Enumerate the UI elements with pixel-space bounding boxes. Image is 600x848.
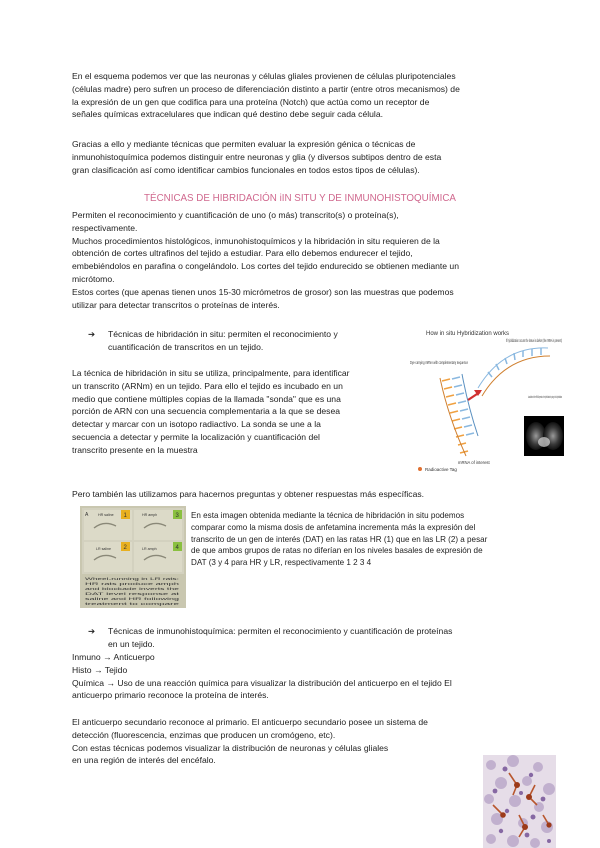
panel-label: LR saline bbox=[96, 547, 111, 551]
figure-caption-line: and blockade inverts the bbox=[85, 586, 181, 591]
text-line: En el esquema podemos ver que las neuronas y células gliales provienen de células pluripotenciales bbox=[72, 71, 456, 81]
text-line: inmunohistoquímica podemos distinguir entre neuronas y glia (y diversos subtipos dentro de esta bbox=[72, 151, 442, 162]
hybridization-figure bbox=[408, 326, 564, 474]
text-line: detectar y marcar con un isotopo radiactivo. La sonda se une a la bbox=[72, 419, 321, 430]
intro-paragraph bbox=[72, 70, 460, 121]
text-line: transcrito presente en la muestra bbox=[72, 444, 198, 455]
text-line: La técnica de hibridación in situ se utiliza, principalmente, para identificar bbox=[72, 368, 350, 378]
text-line: secuencia a detectar y permite la localización y cuantificación del bbox=[72, 431, 320, 442]
text-line: Pero también las utilizamos para hacernos preguntas y obtener respuestas más específicas. bbox=[72, 489, 425, 499]
text-line: Técnicas de hibridación in situ: permiten el reconocimiento y bbox=[108, 329, 338, 339]
text-line: embebiéndolos en parafina o congelándolo. Los cortes del tejido endurecido se obtienen mediante un bbox=[72, 261, 459, 272]
legend-label: Radioactive Tag bbox=[425, 467, 457, 472]
text-line: gran clasificación así como identificar cambios funcionales en todos estos tipos de células). bbox=[72, 164, 420, 175]
text-line: de que ambos grupos de ratas no diferían en los niveles basales de expresión de bbox=[191, 546, 483, 556]
text-line: Muchos procedimientos histológicos, inmunohistoquímicos y la hibridación in situ requieren de la bbox=[72, 235, 440, 246]
bullet-immunohistochemistry bbox=[88, 625, 548, 651]
figure-caption-line: DAT level response at bbox=[85, 591, 182, 596]
text-line: medio que contiene múltiples copias de la llamada "sonda" que es una bbox=[72, 393, 341, 404]
text-line: micrótomo. bbox=[72, 273, 115, 284]
stained-tissue-image bbox=[483, 755, 556, 848]
badge-number: 2 bbox=[123, 545, 127, 551]
panel-letter: A bbox=[85, 512, 89, 518]
figure-caption-line: Wheel-running in LR rats: bbox=[85, 576, 179, 581]
questions-paragraph bbox=[72, 488, 424, 501]
text-line: comparar como la misma dosis de anfetamina incrementa más la expresión del bbox=[191, 522, 476, 532]
text-line: Permiten el reconocimiento y cuantificación de uno (o más) transcrito(s) o proteína(s), bbox=[72, 210, 399, 220]
section-heading: TÉCNICAS DE HIBRIDACIÓN iIN SITU Y DE INMUNOHISTOQUÍMICA bbox=[144, 193, 456, 204]
text-line: Química → Uso de una reacción química para visualizar la distribución del anticuerpo en el tejido El bbox=[72, 677, 452, 688]
text-line: En esta imagen obtenida mediante la técnica de hibridación in situ podemos bbox=[191, 511, 465, 520]
text-line: cuantificación de transcritos en un tejido. bbox=[108, 341, 264, 352]
text-line: en un tejido. bbox=[108, 638, 155, 649]
badge-number: 1 bbox=[123, 513, 127, 519]
text-line: El anticuerpo secundario reconoce al primario. El anticuerpo secundario posee un sistema de bbox=[72, 717, 428, 727]
text-line: porción de ARN con una secuencia complementaria a la que se desea bbox=[72, 406, 341, 417]
mrna-label: mRNA of interest bbox=[458, 460, 490, 465]
text-line: la expresión de un gen que codifica para una proteína (Notch) que actúa como un receptor de bbox=[72, 96, 430, 107]
text-line: un transcrito (ARNm) en un tejido. Para ello el tejido es incubado en un bbox=[72, 380, 343, 391]
text-line: Técnicas de inmunohistoquímica: permiten el reconocimiento y cuantificación de proteínas bbox=[108, 626, 453, 636]
text-line: Estos cortes (que apenas tienen unos 15-30 micrómetros de grosor) son las muestras que podemos bbox=[72, 286, 454, 297]
arrow-right-icon: ➔ bbox=[88, 626, 96, 636]
in-situ-paragraph bbox=[72, 367, 350, 457]
panel-label: HR saline bbox=[98, 513, 114, 517]
text-line: obtención de cortes ultrafinos del tejido a estudiar. Para ello debemos endurecer el tejido, bbox=[72, 248, 413, 259]
badge-number: 4 bbox=[175, 545, 179, 551]
text-line: (células madre) pero sufren un proceso de diferenciación distinto a partir (entre otros mecanismos) de bbox=[72, 83, 460, 94]
figure-explanation bbox=[191, 510, 487, 569]
text-line: respectivamente. bbox=[72, 222, 138, 233]
text-line: DAT (3 y 4 para HR y LR, respectivamente 1 2 3 4 bbox=[191, 558, 372, 568]
panel-label: LR amph bbox=[142, 547, 157, 551]
text-line: Con estas técnicas podemos visualizar la distribución de neuronas y células gliales bbox=[72, 742, 389, 753]
text-line: utilizar para detectar transcritos o proteínas de interés. bbox=[72, 299, 280, 310]
text-line: Inmuno → Anticuerpo bbox=[72, 652, 155, 662]
definition-paragraph bbox=[72, 209, 459, 311]
arrow-right-icon: ➔ bbox=[88, 329, 96, 339]
hybridization-label: If hybridization occurs the tissue is darker (the mRNA is present) bbox=[506, 338, 563, 343]
text-line: anticuerpo primario reconoce la proteína de interés. bbox=[72, 690, 269, 701]
figure-caption-line: saline and HR following bbox=[85, 596, 179, 601]
localization-label: Localization of the mRNA depends on the hybridization by using in situ hybridization bbox=[528, 394, 562, 399]
figure-title: How in situ Hybridization works bbox=[426, 331, 510, 337]
figure-caption-line: treatment to compare bbox=[85, 601, 181, 606]
panel-label: HR amph bbox=[142, 513, 158, 517]
figure-caption-line: HR rats produce amph bbox=[85, 581, 179, 586]
text-line: detección (fluorescencia, enzimas que producen un cromógeno, etc). bbox=[72, 729, 336, 740]
text-line: señales químicas extracelulares que indican qué destino debe seguir cada célula. bbox=[72, 109, 384, 120]
radioactive-tag-icon bbox=[418, 467, 422, 471]
text-line: transcrito de un gen de interés (DAT) en las ratas HR (1) que en las LR (2) a pesar bbox=[191, 534, 488, 544]
text-line: Gracias a ello y mediante técnicas que permiten evaluar la expresión génica o técnicas de bbox=[72, 139, 416, 149]
techniques-paragraph bbox=[72, 138, 441, 176]
text-line: Histo → Tejido bbox=[72, 664, 128, 675]
text-line: en una región de interés del encéfalo. bbox=[72, 755, 216, 766]
bullet-in-situ bbox=[88, 328, 408, 354]
terms-list bbox=[72, 651, 452, 702]
probe-label: Dye-carrying mRNA with complementary sequence bbox=[410, 360, 469, 365]
badge-number: 3 bbox=[175, 513, 179, 519]
antibody-paragraph bbox=[72, 716, 428, 767]
rat-comparison-figure bbox=[80, 506, 186, 608]
